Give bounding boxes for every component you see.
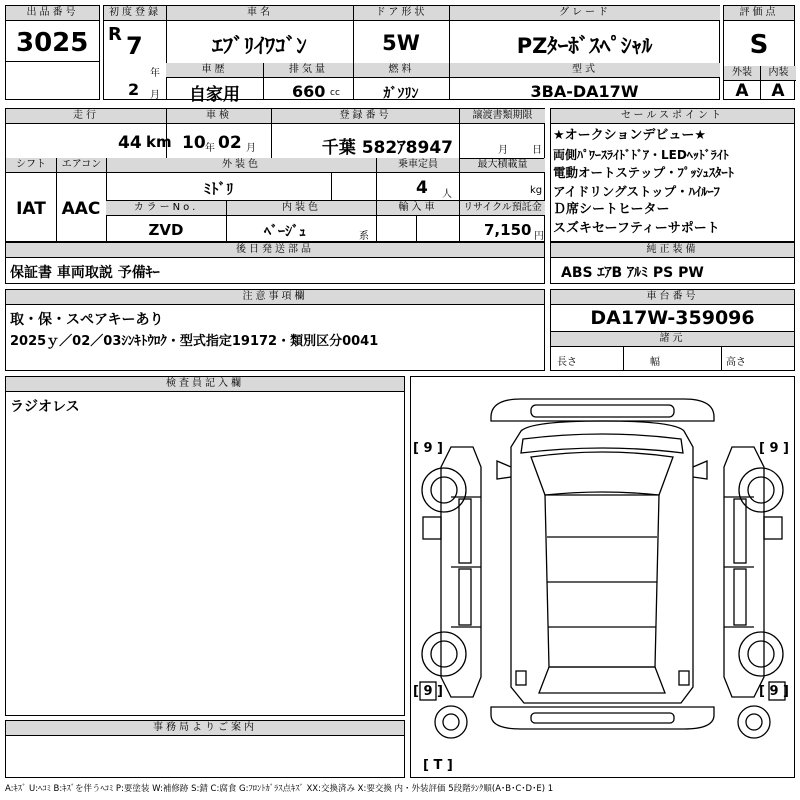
door-type: 5W	[382, 31, 420, 55]
displacement-label: 排気量	[263, 63, 353, 78]
model-label: 型式	[449, 63, 720, 78]
tire-score-rear-left: [ 9 ]	[413, 684, 443, 699]
legend: A:ｷｽﾞ U:ﾍｺﾐ B:ｷｽﾞを伴うﾍｺﾐ P:要塗装 W:補修跡 S:錆 C:腐食 G:ﾌﾛﾝﾄｶﾞﾗｽ点ｷｽﾞ XX:交換済み X:要交換 内・外装評価 5段階ﾗﾝｸ順(A･B･C･D･E) 1	[5, 784, 554, 794]
notes-line-1: 取・保・スペアキーあり	[10, 312, 164, 328]
history-label: 車歴	[166, 63, 263, 78]
tire-score-front-right: [ 9 ]	[759, 441, 789, 456]
lot-number-cell	[5, 5, 100, 100]
chassis-label: 車台番号	[551, 290, 794, 305]
history: 自家用	[189, 85, 240, 105]
sales-point-item: Ｄ席シートヒーター	[553, 202, 670, 217]
grade-label: グレード	[449, 6, 720, 21]
ac-label: エアコン	[56, 158, 106, 173]
sales-points-box	[550, 108, 795, 242]
spare-tire-label: [ T ]	[423, 758, 453, 773]
recycle-label: リサイクル預託金	[459, 201, 545, 216]
recycle-unit: 円	[534, 231, 544, 242]
tire-score-rear-right: [ 9 ]	[759, 684, 789, 699]
inspection-month-unit: 月	[246, 143, 256, 154]
score: S	[749, 30, 769, 60]
mileage: 44	[118, 133, 142, 153]
mileage-unit: km	[146, 133, 172, 151]
lot-number-label: 出品番号	[6, 6, 99, 21]
spec-length-label: 長さ	[557, 357, 577, 368]
ext-color-label: 外装色	[106, 158, 376, 173]
sales-point-item: 電動オートステップ・ﾌﾟｯｼｭｽﾀｰﾄ	[553, 165, 734, 180]
inspection-label: 車検	[166, 109, 271, 124]
equipment-label: 純正装備	[551, 243, 794, 258]
sales-point-item: アイドリングストップ・ﾊｲﾙｰﾌ	[553, 183, 720, 199]
color-no: ZVD	[148, 221, 184, 239]
chassis-number: DA17W-359096	[590, 307, 755, 329]
sales-point-item: スズキセーフティーサポート	[553, 220, 720, 236]
notes-box	[5, 289, 545, 371]
score-label: 評価点	[724, 6, 794, 21]
equipment-box	[550, 242, 795, 284]
car-name-label: 車名	[166, 6, 353, 21]
displacement: 660	[292, 82, 326, 101]
mileage-label: 走行	[6, 109, 166, 124]
sales-point-item: ★オークションデビュー★	[553, 128, 707, 143]
load-label: 最大積載量	[459, 158, 545, 173]
plate-number: 千葉 582ｱ8947	[321, 138, 453, 158]
model: 3BA-DA17W	[530, 82, 639, 101]
office-label: 事務局よりご案内	[6, 721, 404, 736]
tire-score-front-left: [ 9 ]	[413, 441, 443, 456]
vehicle-header-table	[103, 5, 720, 105]
notes-line-2: 2025ｙ／02／03ｼﾝｷﾄｳﾛｸ・型式指定19172・類別区分0041	[10, 334, 379, 349]
parts-label: 後日発送部品	[6, 243, 544, 258]
sales-points-label: セールスポイント	[551, 109, 794, 124]
first-reg-year-unit: 年	[150, 68, 160, 79]
int-color-unit: 系	[359, 231, 369, 242]
first-reg-label: 初度登録	[104, 6, 166, 21]
parts-box	[5, 242, 545, 284]
ext-grade: A	[735, 81, 749, 101]
import-label: 輸入車	[376, 201, 459, 216]
first-reg-month-unit: 月	[150, 90, 160, 101]
shift: IAT	[16, 199, 46, 219]
sales-point-item: 両側ﾊﾟﾜｰｽﾗｲﾄﾞﾄﾞｱ・LEDﾍｯﾄﾞﾗｲﾄ	[553, 147, 729, 162]
transfer-month: 月	[498, 145, 508, 156]
color-no-label: カラーNo.	[106, 201, 226, 216]
car-diagram	[410, 376, 795, 778]
int-grade: A	[771, 81, 785, 101]
lot-number: 3025	[16, 28, 89, 58]
inspection-year-unit: 年	[205, 143, 215, 154]
shift-label: シフト	[6, 158, 56, 173]
int-color: ﾍﾞｰｼﾞｭ	[264, 224, 306, 240]
int-color-label: 内装色	[226, 201, 376, 216]
car-outline-diagram	[411, 377, 794, 777]
ext-grade-label: 外装	[724, 66, 760, 81]
transfer-label: 譲渡書類期限	[459, 109, 545, 124]
inspector-box	[5, 376, 405, 716]
capacity-label: 乗車定員	[376, 158, 459, 173]
spec-width-label: 幅	[650, 357, 660, 368]
capacity: 4	[416, 178, 428, 198]
plate-label: 登録番号	[271, 109, 459, 124]
parts-value: 保証書 車両取説 予備ｷｰ	[10, 265, 160, 281]
int-grade-label: 内装	[760, 66, 796, 81]
inspection-month: 02	[218, 133, 242, 153]
notes-label: 注意事項欄	[6, 290, 544, 305]
fuel: ｶﾞｿﾘﾝ	[383, 86, 419, 102]
vehicle-detail-table	[5, 108, 545, 242]
ac: AAC	[61, 199, 101, 219]
recycle-fee: 7,150	[484, 221, 532, 239]
inspector-note: ラジオレス	[10, 399, 80, 415]
spec-height-label: 高さ	[726, 357, 746, 368]
fuel-label: 燃料	[353, 63, 449, 78]
score-cell	[723, 5, 795, 100]
car-name: ｴﾌﾞﾘｲﾜｺﾞﾝ	[212, 34, 307, 58]
chassis-box	[550, 289, 795, 371]
transfer-day: 日	[532, 145, 542, 156]
sales-points-list	[553, 127, 794, 238]
equipment-value: ABS ｴｱB ｱﾙﾐ PS PW	[561, 265, 704, 281]
capacity-unit: 人	[442, 189, 452, 200]
specs-label: 諸元	[551, 332, 794, 347]
office-box	[5, 720, 405, 778]
load-unit: kg	[530, 185, 543, 196]
door-label: ドア形状	[353, 6, 449, 21]
first-reg-year: 7	[126, 32, 143, 60]
first-reg-month: 2	[128, 80, 140, 99]
grade: PZﾀｰﾎﾞｽﾍﾟｼｬﾙ	[516, 34, 653, 58]
inspection-year: 10	[182, 133, 206, 153]
displacement-unit: cc	[330, 88, 340, 98]
inspector-label: 検査員記入欄	[6, 377, 404, 392]
era: R	[108, 24, 122, 45]
ext-color: ﾐﾄﾞﾘ	[203, 180, 234, 198]
